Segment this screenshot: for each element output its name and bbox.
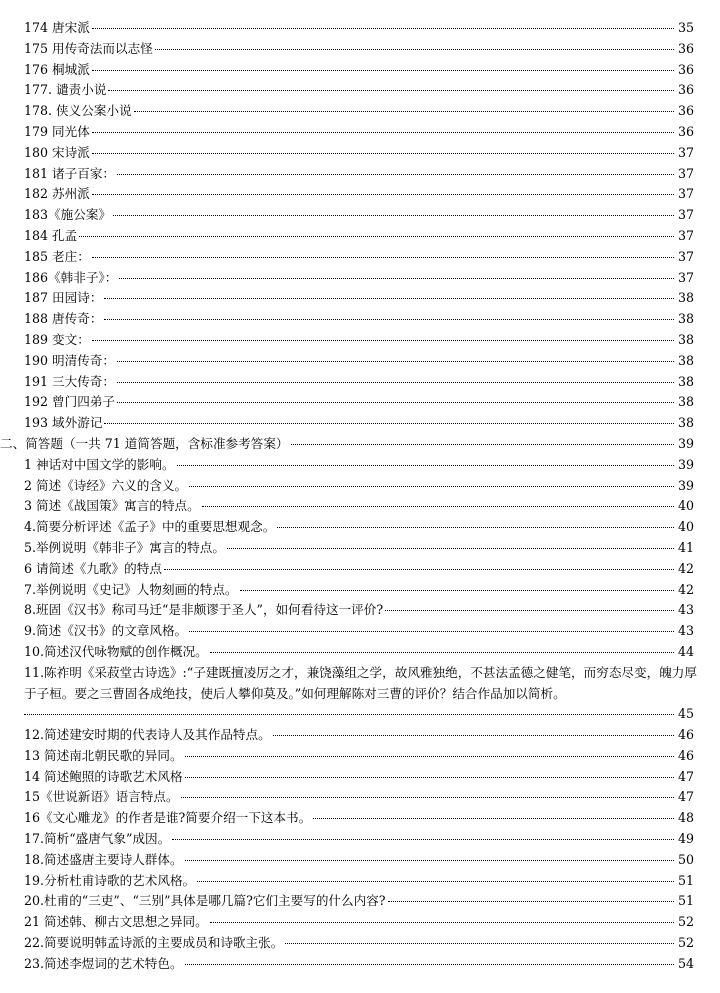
toc-page-number: 52 bbox=[677, 935, 694, 951]
toc-group-questions-continued bbox=[0, 725, 720, 975]
toc-entry[interactable] bbox=[0, 725, 720, 746]
toc-group-terms bbox=[0, 18, 720, 434]
toc-entry-label: 19.分析杜甫诗歌的艺术风格。 bbox=[24, 872, 196, 888]
dot-leader bbox=[197, 881, 674, 882]
toc-entry[interactable] bbox=[0, 268, 720, 289]
toc-page-number: 49 bbox=[677, 831, 694, 847]
toc-page-number: 44 bbox=[677, 643, 694, 659]
toc-entry-label: 23.简述李煜词的艺术特色。 bbox=[24, 955, 183, 971]
toc-page-number: 38 bbox=[677, 373, 694, 389]
dot-leader bbox=[273, 735, 674, 736]
toc-entry[interactable] bbox=[0, 621, 720, 642]
dot-leader bbox=[117, 361, 674, 362]
dot-leader bbox=[291, 444, 674, 445]
toc-entry[interactable] bbox=[0, 642, 720, 663]
toc-page-number: 48 bbox=[677, 810, 694, 826]
toc-entry-label: 1 神话对中国文学的影响。 bbox=[24, 456, 175, 472]
toc-entry[interactable] bbox=[0, 954, 720, 975]
toc-entry[interactable] bbox=[0, 455, 720, 476]
toc-page-number: 50 bbox=[677, 851, 694, 867]
toc-entry[interactable] bbox=[0, 247, 720, 268]
dot-leader bbox=[285, 943, 674, 944]
toc-page-number: 51 bbox=[677, 872, 694, 888]
toc-page-number: 38 bbox=[677, 311, 694, 327]
toc-entry-label: 9.简述《汉书》的文章风格。 bbox=[24, 623, 188, 639]
toc-entry-tail bbox=[0, 704, 720, 725]
toc-entry-label: 192 曾门四弟子 bbox=[24, 394, 116, 410]
toc-entry[interactable] bbox=[0, 60, 720, 81]
toc-entry[interactable] bbox=[0, 912, 720, 933]
toc-entry-label: 8.班固《汉书》称司马迁“是非颇谬于圣人”，如何看待这一评价? bbox=[24, 602, 384, 618]
dot-leader bbox=[119, 278, 674, 279]
toc-entry[interactable] bbox=[0, 850, 720, 871]
toc-page-number: 45 bbox=[677, 706, 694, 722]
dot-leader bbox=[92, 257, 674, 258]
toc-page-number: 42 bbox=[677, 560, 694, 576]
toc-page-number: 36 bbox=[677, 123, 694, 139]
toc-entry-label: 6 请简述《九歌》的特点 bbox=[24, 560, 162, 576]
toc-page-number: 37 bbox=[677, 165, 694, 181]
dot-leader bbox=[388, 901, 674, 902]
dot-leader bbox=[177, 465, 674, 466]
toc-page-number: 37 bbox=[677, 144, 694, 160]
dot-leader bbox=[210, 922, 674, 923]
toc-page-number: 36 bbox=[677, 40, 694, 56]
toc-page-number: 38 bbox=[677, 415, 694, 431]
dot-leader bbox=[117, 382, 674, 383]
toc-entry-label: 13 简述南北朝民歌的异同。 bbox=[24, 747, 183, 763]
dot-leader bbox=[92, 28, 674, 29]
dot-leader bbox=[108, 90, 674, 91]
toc-entry-label: 7.举例说明《史记》人物刻画的特点。 bbox=[24, 581, 238, 597]
toc-entry[interactable] bbox=[0, 891, 720, 912]
toc-page-number: 54 bbox=[677, 955, 694, 971]
toc-page-number: 42 bbox=[677, 581, 694, 597]
toc-entry[interactable] bbox=[0, 829, 720, 850]
dot-leader bbox=[172, 839, 674, 840]
toc-entry[interactable] bbox=[0, 351, 720, 372]
toc-page-number: 41 bbox=[677, 539, 694, 555]
toc-page-number: 37 bbox=[677, 248, 694, 264]
toc-entry[interactable] bbox=[0, 205, 720, 226]
toc-entry-label: 187 田园诗： bbox=[24, 290, 103, 306]
dot-leader bbox=[92, 194, 674, 195]
dot-leader bbox=[185, 964, 674, 965]
toc-entry-label: 10.简述汉代咏物赋的创作概况。 bbox=[24, 643, 208, 659]
toc-entry-label: 3 简述《战国策》寓言的特点。 bbox=[24, 498, 200, 514]
dot-leader bbox=[104, 423, 674, 424]
toc-entry[interactable] bbox=[0, 600, 720, 621]
toc-entry-label: 183《施公案》 bbox=[24, 207, 112, 223]
toc-entry[interactable] bbox=[0, 392, 720, 413]
toc-section-heading[interactable] bbox=[0, 434, 720, 455]
toc-page-number: 47 bbox=[677, 768, 694, 784]
dot-leader bbox=[92, 70, 674, 71]
toc-entry[interactable] bbox=[0, 143, 720, 164]
toc-entry-label: 4.简要分析评述《孟子》中的重要思想观念。 bbox=[24, 519, 276, 535]
toc-page-number: 39 bbox=[677, 435, 694, 451]
toc-entry[interactable] bbox=[0, 330, 720, 351]
dot-leader bbox=[181, 797, 674, 798]
dot-leader bbox=[185, 777, 674, 778]
dot-leader bbox=[117, 174, 674, 175]
toc-entry[interactable] bbox=[0, 538, 720, 559]
toc-page-number: 46 bbox=[677, 727, 694, 743]
toc-entry-label: 二、简答题（一共 71 道简答题，含标准参考答案） bbox=[0, 435, 289, 451]
toc-entry-label: 5.举例说明《韩非子》寓言的特点。 bbox=[24, 539, 225, 555]
toc-entry[interactable] bbox=[0, 517, 720, 538]
toc-entry[interactable] bbox=[0, 184, 720, 205]
toc-page-number: 38 bbox=[677, 290, 694, 306]
toc-page-number: 43 bbox=[677, 623, 694, 639]
dot-leader bbox=[189, 631, 674, 632]
dot-leader bbox=[104, 298, 674, 299]
dot-leader bbox=[92, 153, 674, 154]
toc-entry[interactable] bbox=[0, 288, 720, 309]
toc-entry-label: 176 桐城派 bbox=[24, 61, 90, 77]
toc-page-number: 46 bbox=[677, 747, 694, 763]
toc-entry[interactable] bbox=[0, 164, 720, 185]
toc-page-number: 36 bbox=[677, 103, 694, 119]
toc-entry[interactable] bbox=[0, 39, 720, 60]
toc-entry-label: 179 同光体 bbox=[24, 123, 90, 139]
toc-entry[interactable] bbox=[0, 413, 720, 434]
toc-entry-label: 20.杜甫的“三吏”、“三别”具体是哪几篇?它们主要写的什么内容? bbox=[24, 893, 386, 909]
toc-page-number: 37 bbox=[677, 186, 694, 202]
toc-entry[interactable] bbox=[0, 871, 720, 892]
dot-leader bbox=[104, 319, 674, 320]
toc-page-number: 37 bbox=[677, 269, 694, 285]
dot-leader bbox=[155, 49, 674, 50]
dot-leader bbox=[164, 569, 674, 570]
toc-entry-label: 181 诸子百家： bbox=[24, 165, 116, 181]
toc-page-number: 37 bbox=[677, 227, 694, 243]
toc-entry-label: 12.简述建安时期的代表诗人及其作品特点。 bbox=[24, 727, 271, 743]
toc-entry-label: 186《韩非子》： bbox=[24, 269, 118, 285]
dot-leader bbox=[24, 714, 674, 715]
toc-entry-label: 177. 谴责小说 bbox=[24, 82, 107, 98]
toc-page-number: 36 bbox=[677, 82, 694, 98]
toc-entry-label: 185 老庄： bbox=[24, 248, 90, 264]
toc-group-questions bbox=[0, 455, 720, 663]
toc-entry[interactable] bbox=[0, 18, 720, 39]
toc-entry-label: 178. 侠义公案小说 bbox=[24, 103, 132, 119]
table-of-contents bbox=[0, 18, 720, 975]
toc-page-number: 37 bbox=[677, 207, 694, 223]
dot-leader bbox=[79, 236, 674, 237]
toc-entry-label: 15《世说新语》语言特点。 bbox=[24, 789, 179, 805]
toc-entry-label: 182 苏州派 bbox=[24, 186, 90, 202]
toc-page-number: 47 bbox=[677, 789, 694, 805]
toc-entry-label: 174 唐宋派 bbox=[24, 20, 90, 35]
dot-leader bbox=[92, 132, 674, 133]
toc-entry[interactable] bbox=[0, 309, 720, 330]
dot-leader bbox=[202, 506, 674, 507]
toc-entry[interactable] bbox=[0, 580, 720, 601]
toc-entry-multiline[interactable] bbox=[0, 663, 720, 725]
toc-entry[interactable] bbox=[0, 372, 720, 393]
dot-leader bbox=[117, 402, 674, 403]
toc-entry-label: 190 明清传奇： bbox=[24, 352, 116, 368]
dot-leader bbox=[210, 652, 674, 653]
toc-entry-label: 16《文心雕龙》的作者是谁?简要介绍一下这本书。 bbox=[24, 810, 312, 826]
toc-entry-label: 191 三大传奇： bbox=[24, 373, 116, 389]
toc-entry[interactable] bbox=[0, 80, 720, 101]
toc-page-number: 40 bbox=[677, 519, 694, 535]
toc-entry-label: 175 用传奇法而以志怪 bbox=[24, 40, 153, 56]
toc-entry-label: 180 宋诗派 bbox=[24, 144, 90, 160]
toc-page-number: 39 bbox=[677, 477, 694, 493]
dot-leader bbox=[313, 818, 674, 819]
toc-page-number: 51 bbox=[677, 893, 694, 909]
toc-entry[interactable] bbox=[0, 808, 720, 829]
toc-entry[interactable] bbox=[0, 787, 720, 808]
toc-entry-label: 21 简述韩、柳古文思想之异同。 bbox=[24, 914, 208, 930]
toc-entry[interactable] bbox=[0, 559, 720, 580]
dot-leader bbox=[240, 590, 674, 591]
toc-entry-label: 2 简述《诗经》六义的含义。 bbox=[24, 477, 188, 493]
toc-entry[interactable] bbox=[0, 933, 720, 954]
toc-entry-label: 18.简述盛唐主要诗人群体。 bbox=[24, 851, 183, 867]
toc-entry-label: 17.简析“盛唐气象”成因。 bbox=[24, 831, 171, 847]
dot-leader bbox=[277, 527, 674, 528]
toc-entry[interactable] bbox=[0, 226, 720, 247]
toc-page-number: 38 bbox=[677, 352, 694, 368]
dot-leader bbox=[189, 486, 674, 487]
toc-page-number: 40 bbox=[677, 498, 694, 514]
toc-page-number: 38 bbox=[677, 331, 694, 347]
toc-page-number: 38 bbox=[677, 394, 694, 410]
toc-entry-label: 189 变文： bbox=[24, 331, 90, 347]
dot-leader bbox=[385, 610, 674, 611]
toc-entry-label: 188 唐传奇： bbox=[24, 311, 103, 327]
dot-leader bbox=[92, 340, 674, 341]
toc-entry-label: 11.陈祚明《采菽堂古诗选》:“子建既擅凌厉之才，兼饶藻组之学，故风雅独绝，不甚法孟德之健笔，而穷态尽变，魄力厚于子桓。要之三曹固各成绝技，使后人攀仰莫及。”如何理解陈对三曹的评价？结合作品加以简析。 bbox=[24, 664, 697, 701]
toc-page-number: 52 bbox=[677, 914, 694, 930]
toc-entry[interactable] bbox=[0, 767, 720, 788]
toc-entry-label: 193 域外游记 bbox=[24, 415, 103, 431]
toc-page-number: 35 bbox=[677, 20, 694, 35]
dot-leader bbox=[227, 548, 674, 549]
toc-entry[interactable] bbox=[0, 476, 720, 497]
dot-leader bbox=[185, 756, 674, 757]
toc-page-number: 39 bbox=[677, 456, 694, 472]
toc-entry-label: 184 孔孟 bbox=[24, 227, 78, 243]
toc-entry-label: 22.简要说明韩孟诗派的主要成员和诗歌主张。 bbox=[24, 935, 284, 951]
dot-leader bbox=[185, 860, 674, 861]
toc-entry[interactable] bbox=[0, 101, 720, 122]
toc-page-number: 36 bbox=[677, 61, 694, 77]
dot-leader bbox=[113, 215, 674, 216]
toc-entry[interactable] bbox=[0, 496, 720, 517]
toc-entry[interactable] bbox=[0, 746, 720, 767]
toc-page-number: 43 bbox=[677, 602, 694, 618]
dot-leader bbox=[134, 111, 674, 112]
toc-entry[interactable] bbox=[0, 122, 720, 143]
toc-entry-label: 14 简述鲍照的诗歌艺术风格 bbox=[24, 768, 183, 784]
